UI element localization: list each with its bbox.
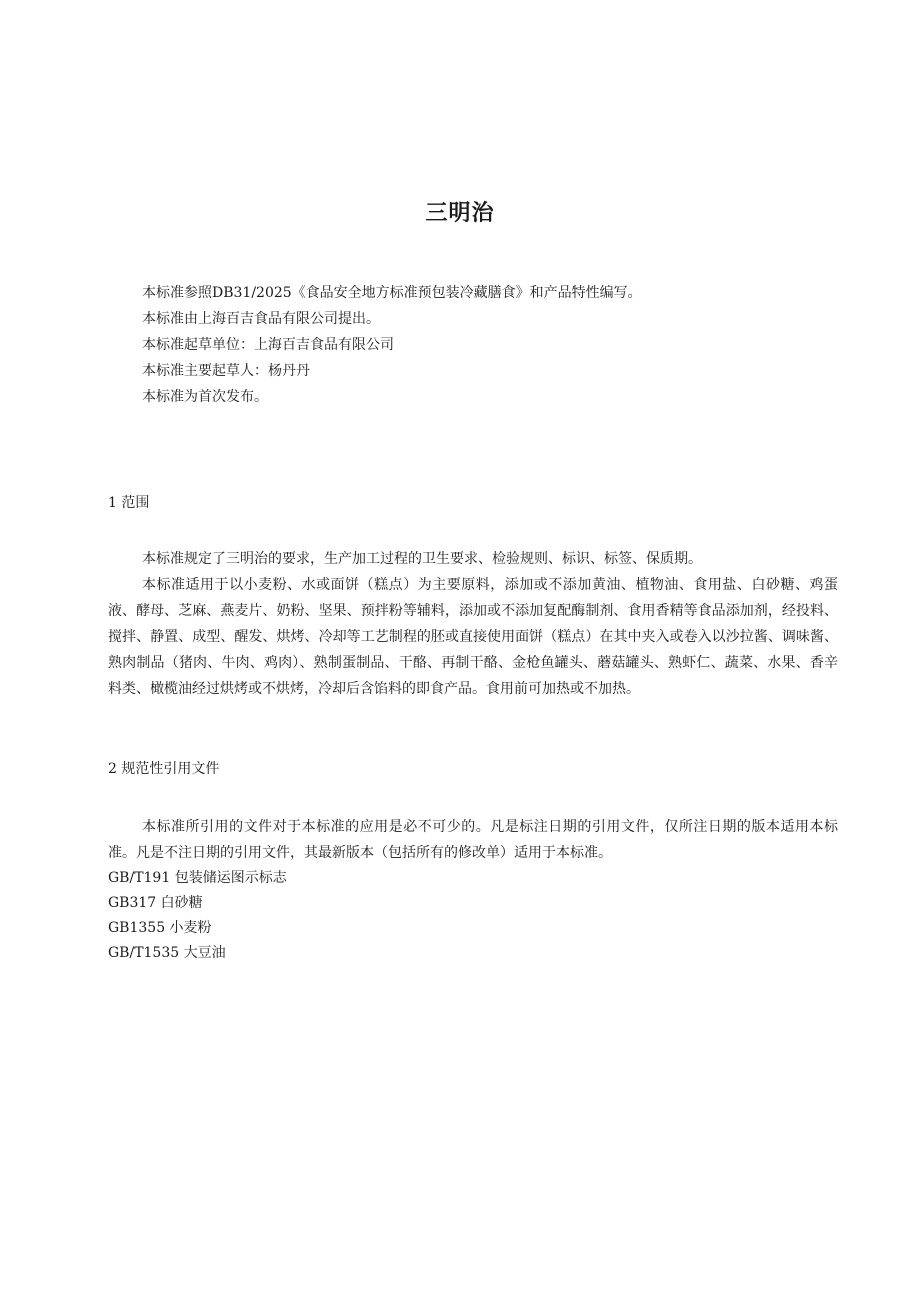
section-body-normative-references bbox=[108, 814, 838, 966]
foreword-line: 本标准起草单位：上海百吉食品有限公司 bbox=[142, 337, 394, 353]
scope-paragraph: 本标准适用于以小麦粉、水或面饼（糕点）为主要原料，添加或不添加黄油、植物油、食用盐、白砂糖、鸡蛋液、酵母、芝麻、燕麦片、奶粉、坚果、预拌粉等辅料，添加或不添加复配酶制剂、食用香精等食品添加剂，经投料、搅拌、静置、成型、醒发、烘烤、冷却等工艺制程的胚或直接使用面饼（糕点）在其中夹入或卷入以沙拉酱、调味酱、熟肉制品（猪肉、牛肉、鸡肉）、熟制蛋制品、干酪、再制干酪、金枪鱼罐头、蘑菇罐头、熟虾仁、蔬菜、水果、香辛料类、橄榄油经过烘烤或不烘烤，冷却后含馅料的即食产品。食用前可加热或不加热。 bbox=[108, 577, 838, 697]
reference-item: GB/T191 包装储运图示标志 bbox=[108, 870, 287, 886]
document-title: 三明治 bbox=[425, 201, 495, 226]
reference-item: GB317 白砂糖 bbox=[108, 895, 203, 911]
foreword-line: 本标准为首次发布。 bbox=[142, 389, 268, 405]
foreword-line: 本标准主要起草人：杨丹丹 bbox=[142, 363, 310, 379]
reference-item: GB1355 小麦粉 bbox=[108, 920, 212, 936]
reference-item: GB/T1535 大豆油 bbox=[108, 945, 226, 961]
section-heading-normative-references: 2 规范性引用文件 bbox=[108, 761, 220, 777]
section-heading-scope: 1 范围 bbox=[108, 495, 150, 511]
foreword-line: 本标准由上海百吉食品有限公司提出。 bbox=[142, 311, 380, 327]
references-paragraph: 本标准所引用的文件对于本标准的应用是必不可少的。凡是标注日期的引用文件，仅所注日期的版本适用本标准。凡是不注日期的引用文件，其最新版本（包括所有的修改单）适用于本标准。 bbox=[108, 819, 838, 861]
section-body-scope bbox=[108, 546, 838, 702]
foreword-block bbox=[108, 280, 838, 410]
foreword-line: 本标准参照DB31/2025《食品安全地方标准预包装冷藏膳食》和产品特性编写。 bbox=[142, 285, 642, 301]
scope-paragraph: 本标准规定了三明治的要求，生产加工过程的卫生要求、检验规则、标识、标签、保质期。 bbox=[142, 551, 702, 567]
